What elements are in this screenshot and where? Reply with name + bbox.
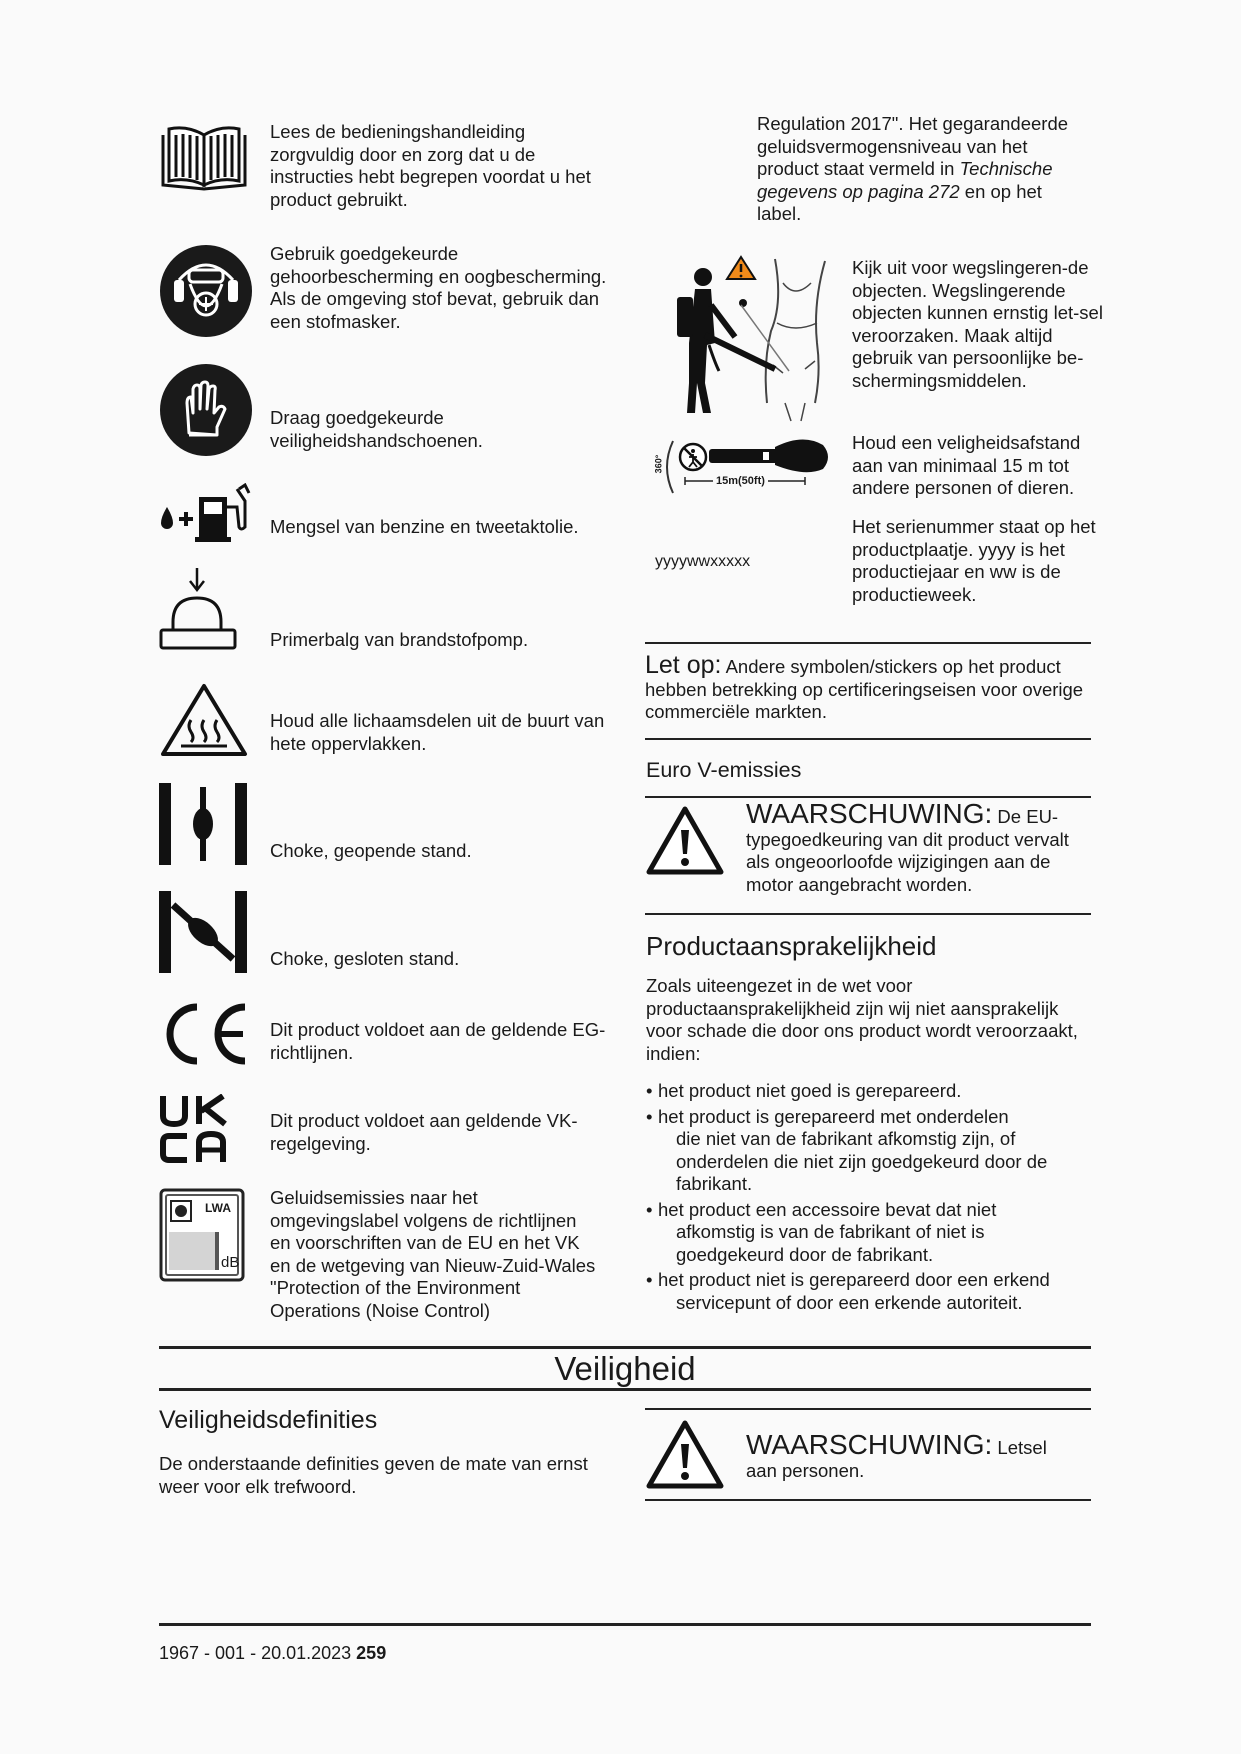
definitions-text: De onderstaande definities geven de mate van ernst weer voor elk trefwoord.	[159, 1453, 588, 1497]
noise-continuation-before: Regulation 2017". Het gegarandeerde geluidsvermogensniveau van het product staat vermeld in	[757, 113, 1069, 179]
tech-data-link[interactable]: Technische gegevens op pagina 272	[757, 158, 1053, 202]
symbol-text-primer: Primerbalg van brandstofpomp.	[270, 629, 529, 650]
noise-label-db: dB	[221, 1254, 240, 1271]
definitions-warning-text: Letsel aan personen.	[746, 1437, 1047, 1481]
choke-open-icon	[159, 783, 249, 865]
thrown-objects-icon	[655, 253, 840, 423]
hot-surface-icon	[159, 682, 249, 758]
distance-label: 15m(50ft)	[713, 475, 768, 487]
serial-code: yyyywwxxxxx	[655, 553, 751, 570]
symbol-text-ukca: Dit product voldoet aan geldende VK-regelgeving.	[270, 1110, 578, 1154]
section-header	[159, 1346, 1091, 1394]
list-item: • het product niet is gerepareerd door een erkend servicepunt of door een erkende autoriteit.	[646, 1269, 1050, 1313]
primer-bulb-icon	[159, 568, 239, 652]
ear-eye-protection-icon	[159, 244, 253, 338]
liability-list	[646, 1080, 1091, 1314]
page-number: 259	[356, 1643, 387, 1663]
list-item: • het product niet goed is gerepareerd.	[646, 1080, 962, 1101]
liability-heading: Productaansprakelijkheid	[646, 931, 937, 961]
symbol-text-choke-closed: Choke, gesloten stand.	[270, 948, 460, 969]
list-item: • het product is gerepareerd met onderdelen die niet van de fabrikant afkomstig zijn, of onderdelen die niet zijn goedgekeurd door de fabrikant.	[646, 1105, 1048, 1194]
definitions-heading: Veiligheidsdefinities	[159, 1406, 378, 1434]
section-title: Veiligheid	[554, 1350, 696, 1387]
euro-heading: Euro V-emissies	[646, 758, 802, 782]
warning-triangle-icon	[645, 1418, 725, 1490]
symbol-text-protection: Gebruik goedgekeurde gehoorbescherming en oogbescherming. Als de omgeving stof bevat, gebruik dan een stofmasker.	[270, 243, 607, 332]
noise-label-icon	[159, 1188, 245, 1282]
choke-closed-icon	[159, 891, 249, 973]
symbol-text-noise: Geluidsemissies naar het omgevingslabel volgens de richtlijnen en voorschriften van de EU en het VK en de wetgeving van Nieuw-Zuid-Wales "Protection of the Environment Operations (Noise Control)	[270, 1187, 596, 1321]
angle-label: 360°	[653, 454, 664, 474]
noise-continuation-after: en op het label.	[757, 180, 1042, 224]
symbol-text-choke-open: Choke, geopende stand.	[270, 840, 472, 861]
safety-distance-text: Houd een veligheidsafstand aan van minimaal 15 m tot andere personen of dieren.	[852, 432, 1081, 498]
gloves-icon	[159, 363, 253, 457]
symbol-text-ce: Dit product voldoet aan de geldende EG-richtlijnen.	[270, 1019, 606, 1063]
fuel-mix-icon	[159, 483, 251, 543]
serial-text: Het serienummer staat op het productplaatje. yyyy is het productiejaar en ww is de productieweek.	[852, 516, 1096, 605]
note-text: Andere symbolen/stickers op het product hebben betrekking op certificeringseisen voor overige commerciële markten.	[645, 656, 1084, 722]
safety-distance-icon	[655, 433, 840, 501]
symbol-text-gloves: Draag goedgekeurde veiligheidshandschoenen.	[270, 407, 483, 451]
euro-warning-label: WAARSCHUWING:	[746, 798, 993, 829]
euro-warning-block	[645, 796, 1091, 916]
symbol-text-hot: Houd alle lichaamsdelen uit de buurt van hete oppervlakken.	[270, 710, 605, 754]
footer-code: 1967 - 001 - 20.01.2023	[159, 1643, 352, 1663]
note-label: Let op:	[645, 651, 722, 679]
list-item: • het product een accessoire bevat dat niet afkomstig is van de fabrikant of niet is goedgekeurd door de fabrikant.	[646, 1198, 997, 1265]
liability-intro: Zoals uiteengezet in de wet voor productaansprakelijkheid zijn wij niet aansprakelijk voor schade die door ons product wordt veroorzaakt, indien:	[646, 975, 1078, 1064]
ce-mark-icon	[159, 1001, 251, 1067]
noise-continuation	[757, 113, 1087, 226]
noise-label-lwa: LWA	[205, 1201, 231, 1215]
definitions-warning-label: WAARSCHUWING:	[746, 1429, 993, 1460]
warning-triangle-icon	[645, 804, 725, 876]
manual-book-icon	[159, 123, 249, 193]
euro-warning-text: De EU-typegoedkeuring van dit product vervalt als ongeoorloofde wijzigingen aan de motor aangebracht worden.	[746, 806, 1069, 895]
ukca-mark-icon	[159, 1094, 231, 1164]
symbol-text-manual: Lees de bedieningshandleiding zorgvuldig door en zorg dat u de instructies hebt begrepen voordat u het product gebruikt.	[270, 121, 591, 210]
footer	[159, 1623, 1091, 1663]
note-block	[645, 642, 1091, 740]
symbol-text-fuel: Mengsel van benzine en tweetaktolie.	[270, 516, 579, 537]
definitions-warning-block	[645, 1408, 1091, 1502]
thrown-objects-text: Kijk uit voor wegslingeren-de objecten. Wegslingerende objecten kunnen ernstig let-sel veroorzaken. Maak altijd gebruik van persoonlijke be-schermingsmiddelen.	[852, 257, 1103, 391]
